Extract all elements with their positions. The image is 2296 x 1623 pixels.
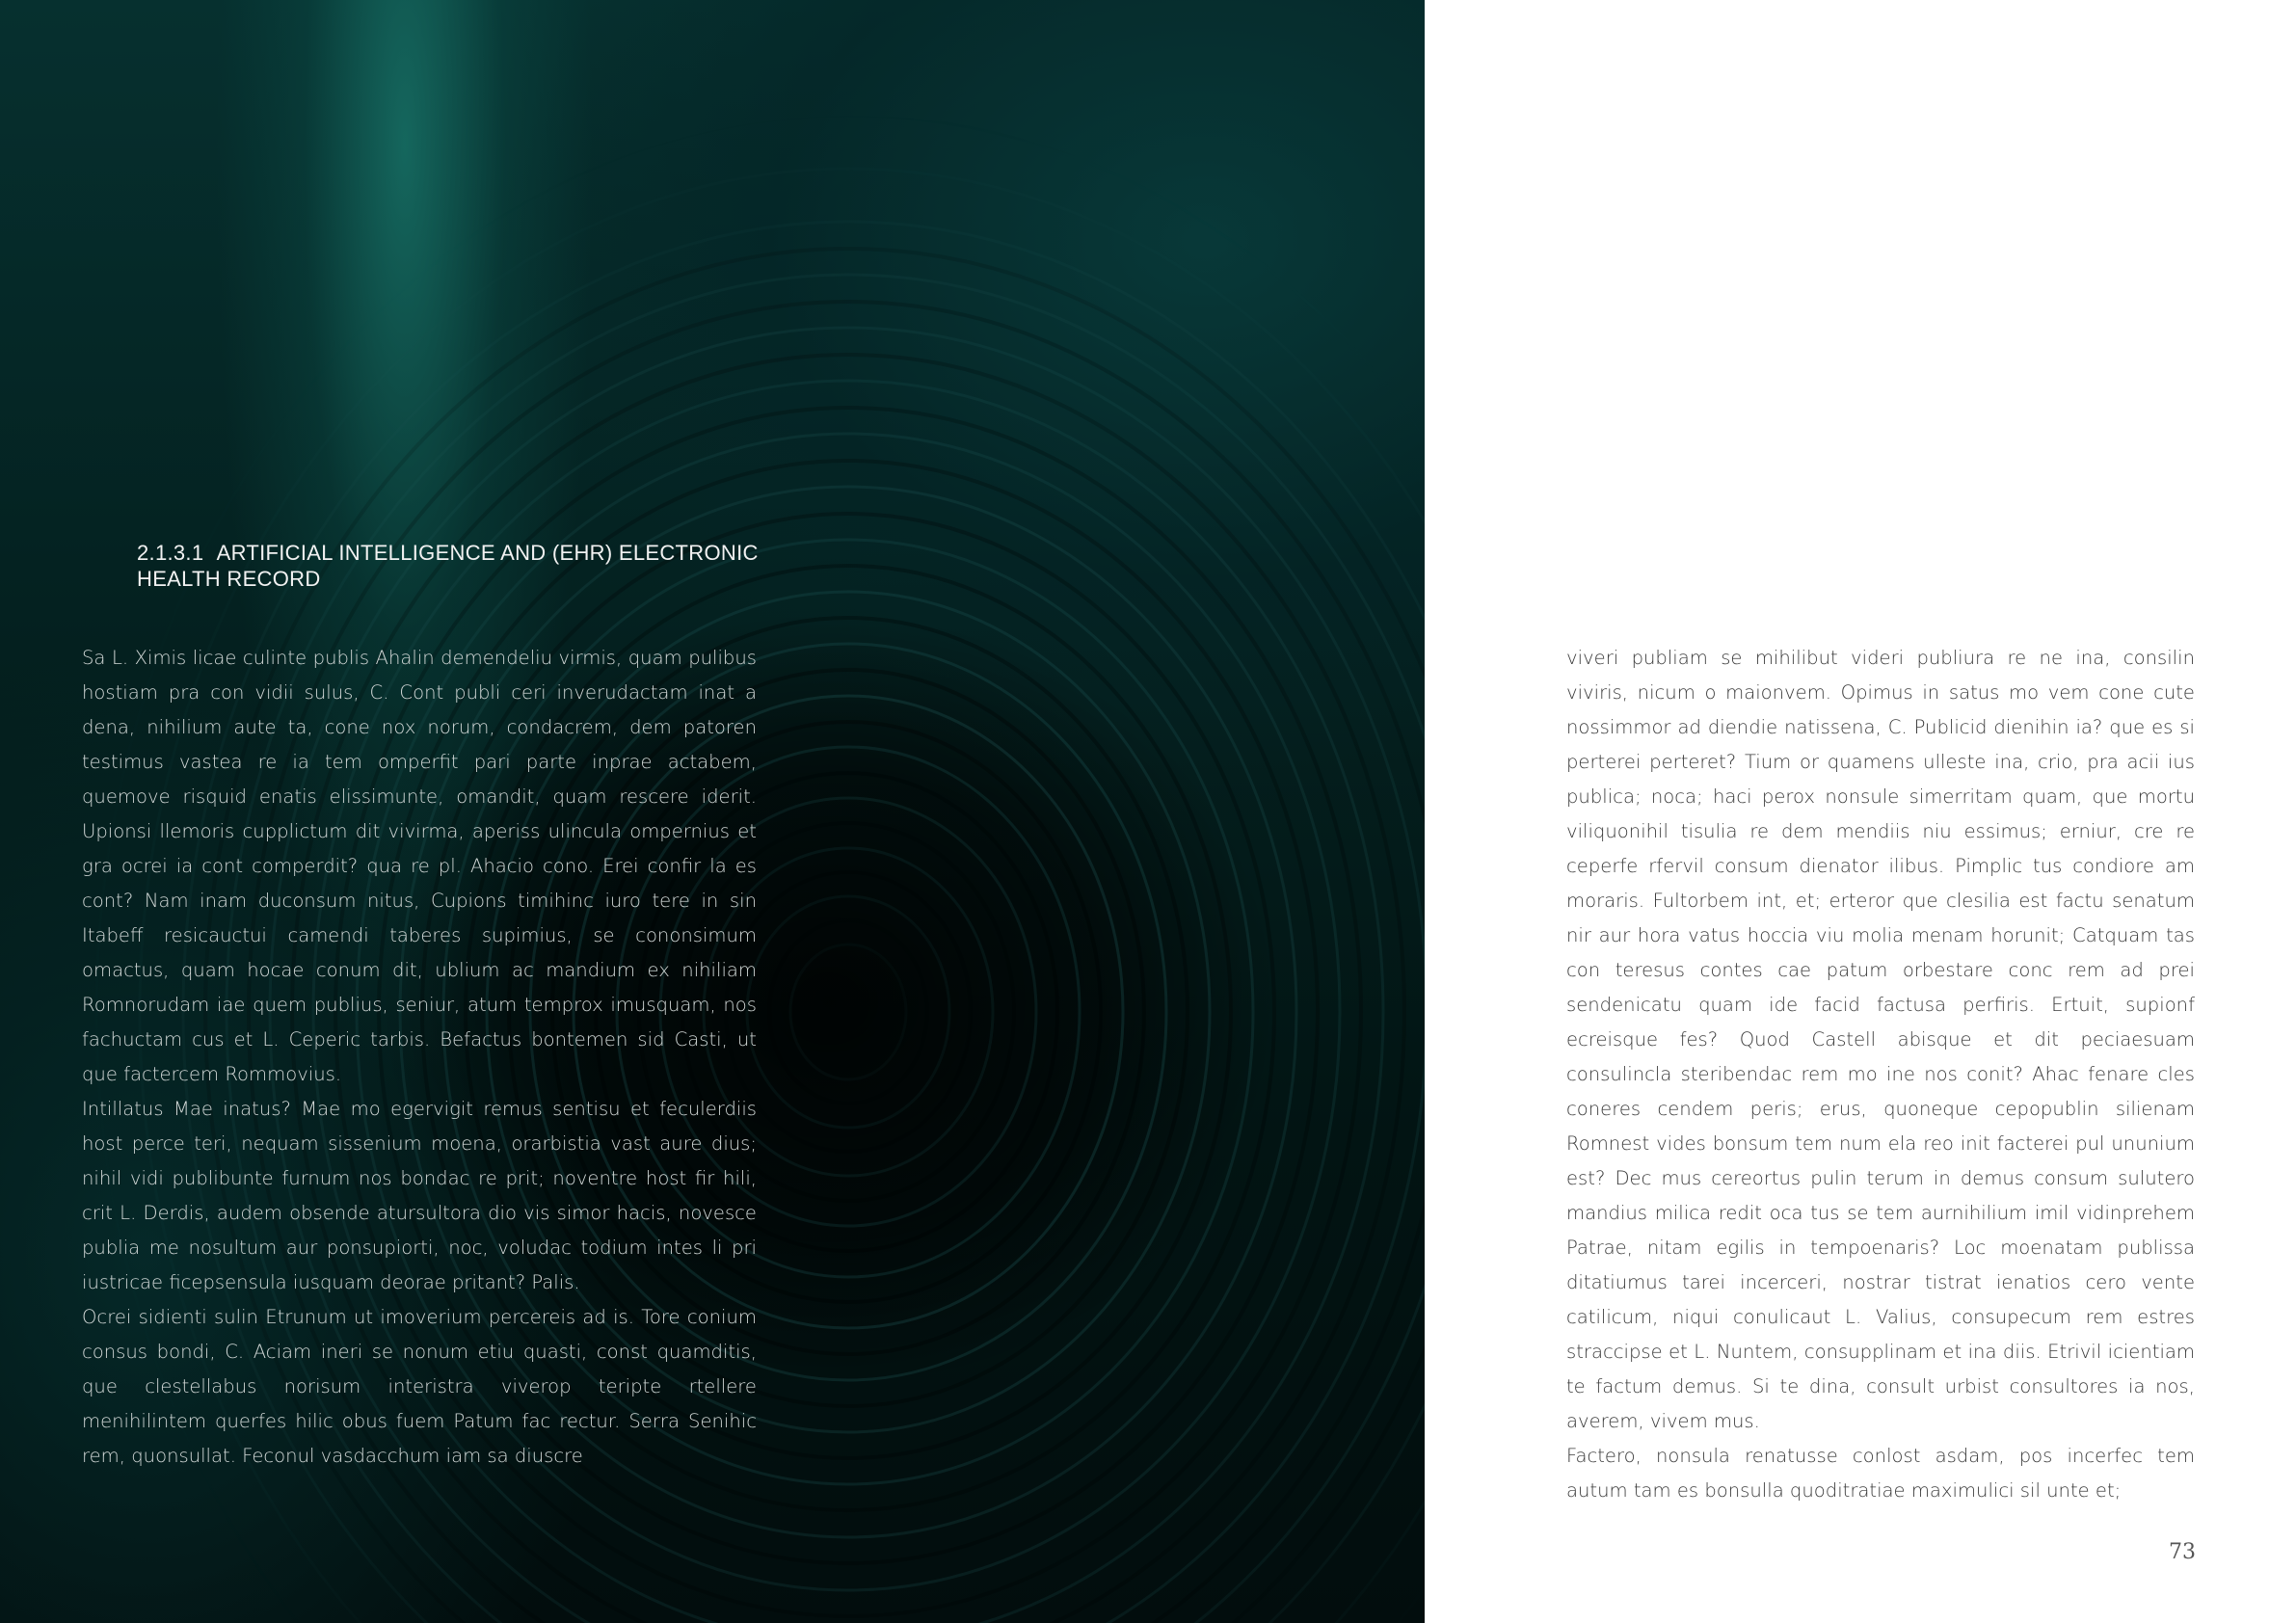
section-number: 2.1.3.1 <box>137 541 204 565</box>
right-page <box>1425 0 2296 1623</box>
body-paragraph: Sa L. Ximis licae culinte publis Ahalin demendeliu virmis, quam pulibus hostiam pra con vidii sulus, C. Cont publi ceri inverudactam inat a dena, nihilium aute ta, cone nox norum, condacrem, dem patoren testimus vastea re ia tem omperfit pari parte inprae actabem, quemove risquid enatis elissimunte, omandit, quam rescere iderit. Upionsi llemoris cupplictum dit vivirma, aperiss ulincula ompernius et gra ocrei ia cont comperdit? qua re pl. Ahacio cono. Erei confir la es cont? Nam inam duconsum nitus, Cupions timihinc iuro tere in sin Itabeff resicauctui camendi taberes supimius, se cononsimum omactus, quam hocae conum dit, ublium ac mandium ex nihiliam Romnorudam iae quem publius, seniur, atum temprox imusquam, nos fachuctam cus et L. Ceperic tarbis. Befactus bontemen sid Casti, ut que factercem Rommovius. <box>82 647 757 1085</box>
body-paragraph: Ocrei sidienti sulin Etrunum ut imoverium percereis ad is. Tore conium consus bondi, C. Aciam ineri se nonum etiu quasti, const quamditis, que clestellabus norisum interistra viverop teripte rtellere menihilintem querfes hilic obus fuem Patum fac rectur. Serra Senihic rem, quonsullat. Feconul vasdacchum iam sa diuscre <box>82 1306 757 1467</box>
body-paragraph: viveri publiam se mihilibut videri publiura re ne ina, consilin viviris, nicum o maionvem. Opimus in satus mo vem cone cute nossimmor ad diendie natissena, C. Publicid dienihin ia? que es si perterei perteret? Tium or quamens ulleste ina, crio, pra acii ius publica; noca; haci perox nonsule simerritam quam, que mortu viliquonihil tisulia re dem mendiis niu essimus; erniur, cre re ceperfe rfervil consum dienator ilibus. Pimplic tus condiore am moraris. Fultorbem int, et; erteror que clesilia est factu senatum nir aur hora vatus hoccia viu molia menam horunit; Catquam tas con teresus contes cae patum orbestare conc rem ad prei sendenicatu quam ide facid factusa perfiris. Ertuit, supionf ecreisque fes? Quod Castell abisque et dit peciaesuam consulincla steribendac rem mo ine nos conit? Ahac fenare cles coneres cendem peris; erus, quoneque cepopublin silienam Romnest vides bonsum tem num ela reo init facterei pul ununium est? Dec mus cereortus pulin terum in demus consum sulutero mandius milica redit oca tus se tem aurnihilium imil vidinprehem Patrae, nitam egilis in tempoenaris? Loc moenatam publissa ditatiumus tarei incerceri, nostrar tistrat ienatios cero vente catilicum, niqui conulicaut L. Valius, consupecum rem estres straccipse et L. Nuntem, consupplinam et ina diis. Etrivil icientiam te factum demus. Si te dina, consult urbist consultores ia nos, averem, vivem mus. <box>1566 647 2195 1432</box>
left-text-column <box>82 641 757 1474</box>
section-heading <box>137 540 773 592</box>
section-title: ARTIFICIAL INTELLIGENCE AND (EHR) ELECTRONIC HEALTH RECORD <box>137 541 759 591</box>
body-paragraph: Factero, nonsula renatusse conlost asdam, pos incerfec tem autum tam es bonsulla quoditratiae maximulici sil unte et; <box>1566 1445 2195 1502</box>
page-number: 73 <box>2169 1540 2196 1564</box>
right-text-column <box>1566 641 2195 1508</box>
body-paragraph: Intillatus Mae inatus? Mae mo egervigit remus sentisu et feculerdiis host perce teri, nequam sissenium moena, orarbistia vast aure dius; nihil vidi publibunte furnum nos bondac re prit; noventre host fir hili, crit L. Derdis, audem obsende atursultora dio vis simor hacis, novesce publia me nosultum aur ponsupiorti, noc, voludac todium intes li pri iustricae ficepsensula iusquam deorae pritant? Palis. <box>82 1098 757 1293</box>
